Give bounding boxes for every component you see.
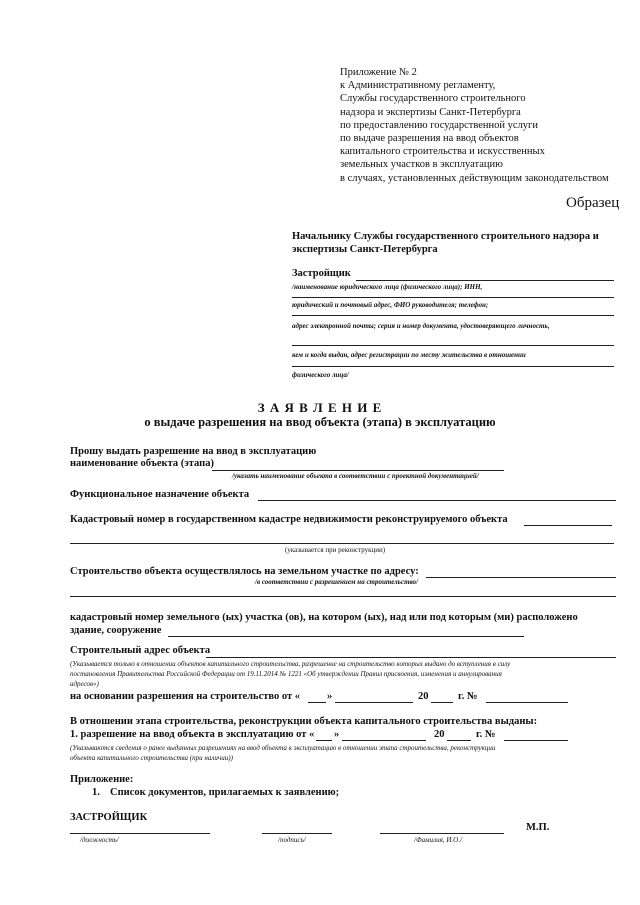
developer-hint: физического лица/ [292,371,349,379]
attachments-label: Приложение: [70,774,134,785]
cadastral-hint: (указывается при реконструкции) [285,546,386,554]
developer-field-line[interactable] [292,345,614,346]
appendix-line: по выдаче разрешения на ввод объектов [340,133,519,145]
functional-purpose-field[interactable] [258,500,616,501]
stage-heading: В отношении этапа строительства, реконструкции объекта капитального строительства выданы: [70,716,538,727]
functional-purpose-label: Функциональное назначение объекта [70,489,250,500]
addressee-line: Начальнику Службы государственного строительного надзора и [292,231,599,242]
name-hint: /Фамилия, И.О./ [414,836,462,844]
building-address-hint: постановления Правительства Российской Федерации от 19.11.2014 № 1221 «Об утверждении Правил присвоения, изменения и аннулирования [70,670,502,678]
stage-month-field[interactable] [342,740,426,741]
attachment-item: Список документов, прилагаемых к заявлению; [110,787,340,798]
developer-field-line[interactable] [356,280,614,281]
appendix-line: Службы государственного строительного [340,93,526,105]
land-parcel-label: кадастровый номер земельного (ых) участка (ов), на котором (ых), над или под которым (ми) расположено [70,612,578,623]
appendix-line: Приложение № 2 [340,67,417,78]
appendix-line: по предоставлению государственной услуги [340,119,538,131]
stage-item-mid: » [334,729,340,740]
appendix-line: капитального строительства и искусственных [340,146,545,158]
developer-field-line[interactable] [292,315,614,316]
appendix-line: надзора и экспертизы Санкт-Петербурга [340,106,521,118]
object-name-field[interactable] [212,470,504,471]
stage-day-field[interactable] [316,740,332,741]
permit-basis-label: на основании разрешения на строительство от « [70,691,301,702]
object-name-hint: /указать наименование объекта в соответствии с проектной документацией/ [232,472,479,480]
addressee-line: экспертизы Санкт-Петербурга [292,244,438,256]
position-field[interactable] [70,833,210,834]
stage-item-label: 1. разрешение на ввод объекта в эксплуатацию от « [70,729,315,740]
building-address-hint: (Указывается только в отношении объектов капитального строительства, разрешение на строительство которых выдано до вступления в силу [70,660,511,668]
developer-field-line[interactable] [292,297,614,298]
developer-hint: /наименование юридического лица (физического лица); ИНН, [292,283,483,291]
developer-hint: кем и когда выдан, адрес регистрации по месту жительства в отношении [292,351,526,359]
stage-year-label: 20 [434,729,445,740]
form-title: З А Я В Л Е Н И Е [257,400,383,415]
building-address-hint: адресов») [70,680,99,688]
position-hint: /должность/ [80,836,119,844]
cadastral-reconstruction-label: Кадастровый номер в государственном кадастре недвижимости реконструируемого объекта [70,514,508,525]
appendix-line: в случаях, установленных действующим законодательством [340,172,609,184]
permit-basis-mid: » [327,691,333,702]
construction-land-field-2[interactable] [70,596,616,597]
sample-label: Образец [566,195,620,211]
cadastral-reconstruction-field[interactable] [524,525,612,526]
permit-month-field[interactable] [335,702,413,703]
permit-year-field[interactable] [431,702,453,703]
stage-hint: объекта капитального строительства (при наличии)) [70,754,233,762]
permit-number-label: г. № [458,691,478,702]
stage-hint: (Указываются сведения о ранее выданных разрешениях на ввод объекта в эксплуатацию в отношении этапа строительства, реконструкции [70,744,496,752]
signature-field[interactable] [262,833,332,834]
developer-hint: адрес электронной почты; серия и номер документа, удостоверяющего личность, [292,322,550,330]
developer-hint: юридический и почтовый адрес, ФИО руководителя; телефон; [292,301,489,309]
developer-field-line[interactable] [292,366,614,367]
signature-developer-label: ЗАСТРОЙЩИК [70,812,148,823]
stamp-label: М.П. [526,822,550,833]
name-field[interactable] [380,833,504,834]
stage-number-label: г. № [476,729,496,740]
construction-land-hint: /в соответствии с разрешением на строительство/ [255,578,418,586]
permit-day-field[interactable] [308,702,326,703]
request-line: Прошу выдать разрешение на ввод в эксплуатацию [70,446,317,457]
object-name-label: наименование объекта (этапа) [70,458,214,469]
stage-year-field[interactable] [447,740,471,741]
signature-hint: /подпись/ [278,836,306,844]
stage-number-field[interactable] [504,740,568,741]
permit-number-field[interactable] [486,702,568,703]
appendix-line: к Административному регламенту, [340,80,496,92]
permit-year-label: 20 [418,691,429,702]
building-address-label: Строительный адрес объекта [70,645,211,656]
appendix-header [340,66,609,185]
land-parcel-field[interactable] [168,636,524,637]
addressee [292,230,599,256]
appendix-line: земельных участков в эксплуатацию [340,159,503,171]
construction-land-label: Строительство объекта осуществлялось на земельном участке по адресу: [70,566,419,577]
attachment-number: 1. [92,787,100,798]
building-address-field[interactable] [206,657,616,658]
land-parcel-label-2: здание, сооружение [70,625,162,636]
developer-label: Застройщик [292,268,351,279]
cadastral-reconstruction-field-2[interactable] [70,543,614,544]
form-subtitle: о выдаче разрешения на ввод объекта (этапа) в эксплуатацию [144,415,496,429]
construction-land-field[interactable] [426,577,616,578]
